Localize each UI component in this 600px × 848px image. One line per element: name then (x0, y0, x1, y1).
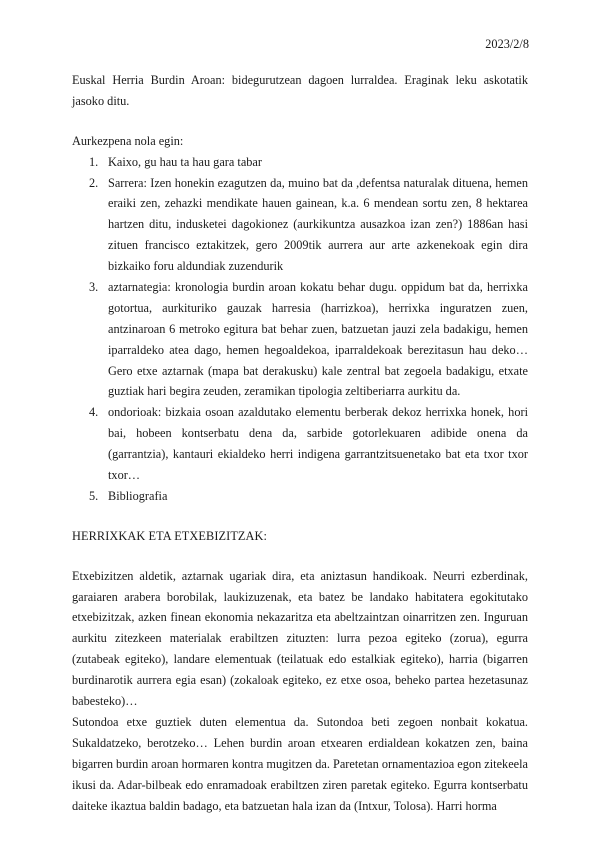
intro-paragraph: Euskal Herria Burdin Aroan: bidegurutzean dagoen lurraldea. Eraginak leku askotatik jasoko ditu. (72, 73, 528, 108)
list-item (72, 486, 528, 507)
list-item-number: 3. (89, 280, 99, 295)
list-item (72, 173, 528, 277)
list-item-number: 2. (89, 175, 99, 190)
list-item-text: aztarnategia: kronologia burdin aroan kokatu behar dugu. oppidum bat da, herrixka gotortua, aurkituriko gauzak harresia (harrizkoa), herrixka inguratzen zuen, antzinaroan 6 metroko egitura bat behar zuen, batzuetan jauzi zela badakigu, hemen iparraldeko atea dago, hemen hegoaldekoa, iparraldekoak berezitasun hau deko… Gero etxe aztarnak (mapa bat derakusku) kale zentral bat zegoela badakigu, etxate guztiak hari begira zeuden, zeramikan tipologia zeltiberiarra aurkitu da. (108, 280, 528, 399)
document-body (72, 70, 528, 816)
list-item-number: 4. (89, 405, 99, 420)
presentation-title: Aurkezpena nola egin: (72, 133, 184, 148)
list-item-number: 5. (89, 488, 99, 503)
list-item-number: 1. (89, 154, 99, 169)
list-item-text: ondorioak: bizkaia osoan azaldutako elementu berberak dekoz herrixka honek, hori bai, hobeen kontserbatu dena da, sarbide gotorlekuaren adibide onena da (garrantzia), kantauri ekialdeko herri indigena garrantzitsuenetako bat eta txor txor txor… (108, 405, 528, 483)
list-item-text: Kaixo, gu hau ta hau gara tabar (108, 154, 262, 169)
list-item-text: Sarrera: Izen honekin ezagutzen da, muino bat da ,defentsa naturalak dituena, hemen eraiki zen, zehazki mendikate hauen gainean, k.a. 6 mendean sortu zen, 8 hektarea hartzen ditu, indusketei dagokionez (aurkikuntza ausazkoa izan zen?) 1886an hasi zituen francisco eztakitzek, gero 2009tik aurrera aur arte azkenekoak egin dira bizkaiko foru aldundiak zuzendurik (108, 175, 528, 274)
document-date: 2023/2/8 (485, 37, 529, 51)
list-item (72, 152, 528, 173)
section-paragraph-2: Sutondoa etxe guztiek duten elementua da. Sutondoa beti zegoen nonbait kokatua. Sukaldatzeko, berotzeko… Lehen burdin aroan etxearen erdialdean kokatzen zen, baina bigarren burdin aroan hormaren kontra mugitzen da. Paretetan ornamentazioa egon zitekeela ikusi da. Adar-bilbeak edo enramadoak erabiltzen ziren paretak egiteko. Egurra kontserbatu daiteke ikaztua baldin badago, eta batzuetan hala izan da (Intxur, Tolosa). Harri horma (72, 714, 528, 813)
list-item (72, 402, 528, 486)
section-paragraph-1: Etxebizitzen aldetik, aztarnak ugariak dira, eta aniztasun handikoak. Neurri ezberdinak, garaiaren arabera borobilak, laukizuzenak, eta batez be landako habitatera egokitutako etxebizitzak, azken finean ekonomia nekazaritza eta abeltzaintzan oinarritzen zen. Inguruan aurkitu zitezkeen materialak erabiltzen zituzten: lurra pezoa egiteko (zorua), egurra (zutabeak egiteko), landare elementuak (teilatuak edo estalkiak egiteko), harria (bigarren burdinarotik aurrera egia esan) (zokaloak egiteko, ez etxe osoa, beheko partea hezetasunaz babesteko)… (72, 568, 528, 709)
presentation-list (72, 152, 528, 507)
list-item (72, 277, 528, 402)
section-heading: HERRIXKAK ETA ETXEBIZITZAK: (72, 528, 268, 543)
list-item-text: Bibliografia (108, 488, 168, 503)
